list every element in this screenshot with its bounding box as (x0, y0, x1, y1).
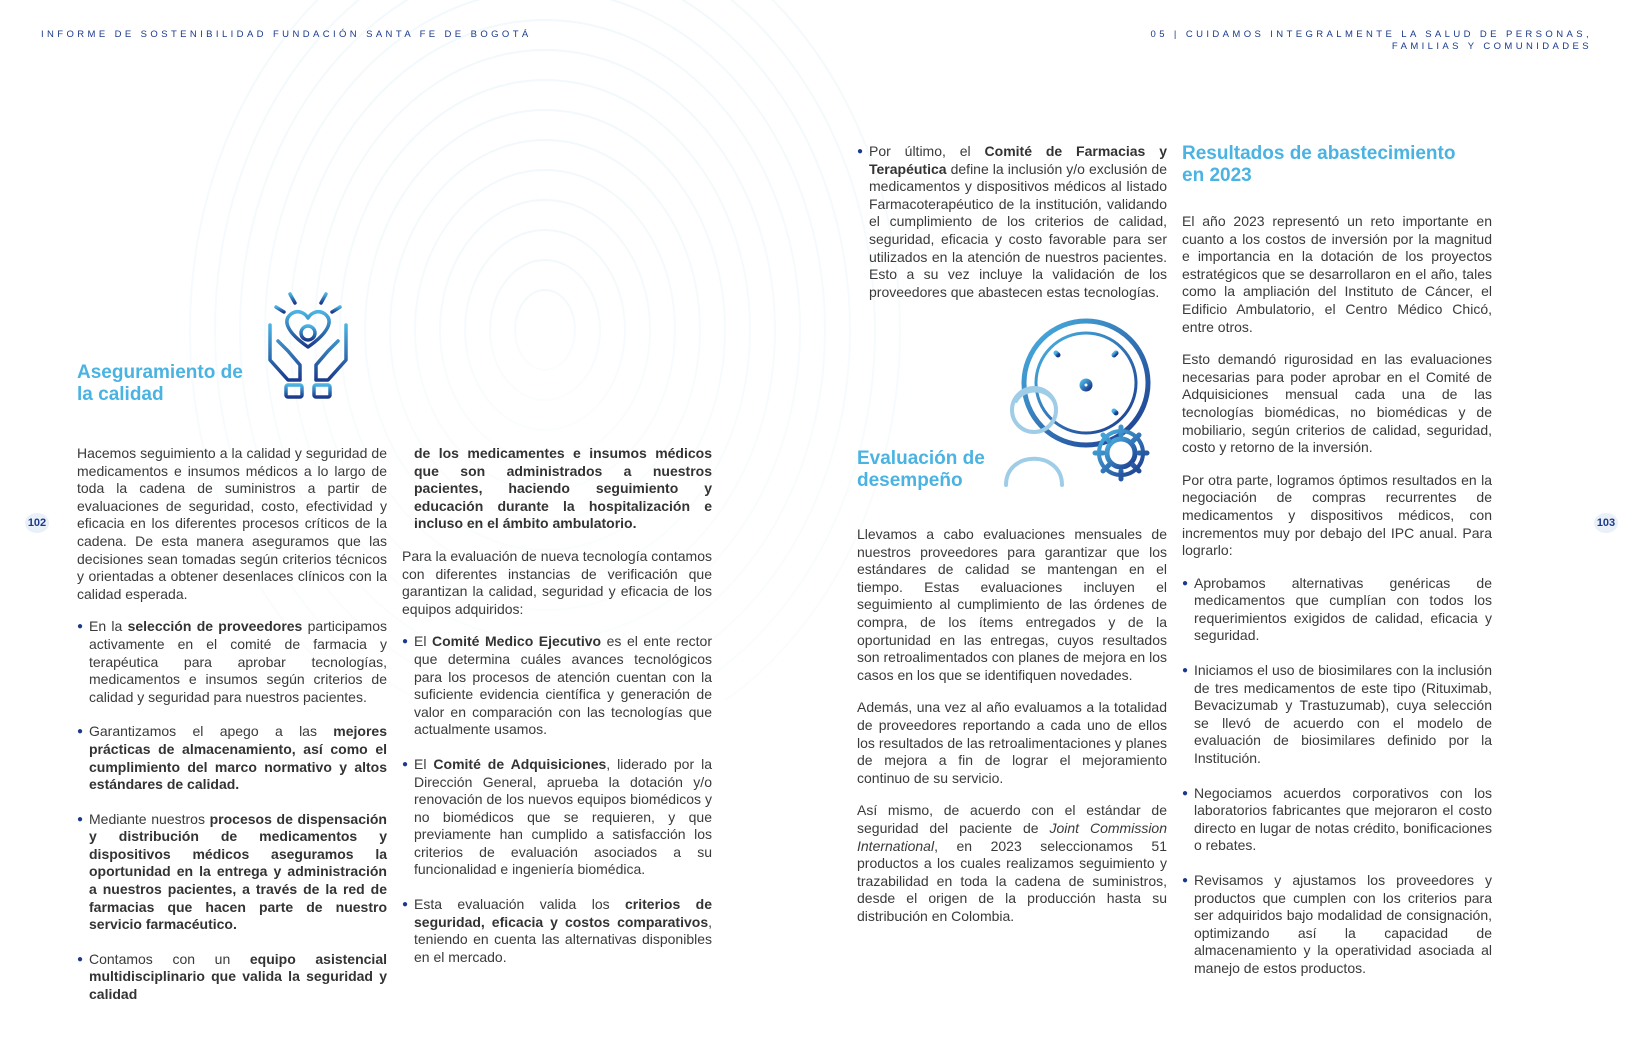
list-item: ● El Comité de Adquisiciones, liderado por la Dirección General, aprueba la dotación y/o renovación de los nuevos equipos biomédicos y no biomédicos que se requieren, y que previamente han cumplido a satisfacción los criterios de evaluación asociados a su funcionalidad e ingeniería biomédica. (402, 756, 712, 879)
hands-heart-icon (258, 285, 358, 405)
list-item: ● Iniciamos el uso de biosimilares con la inclusión de tres medicamentos de este tipo (Rituximab, Bevacizumab y Trastuzumab), cuya selección se llevó de acuerdo con el modelo de evaluación de biosimilares definido por la Institución. (1182, 662, 1492, 768)
paragraph: Para la evaluación de nueva tecnología contamos con diferentes instancias de verificación que garantizan la calidad, seguridad y eficacia de los equipos adquiridos: (402, 547, 712, 617)
list-item: ● Aprobamos alternativas genéricas de medicamentos que cumplían con todos los requerimientos exigidos de calidad, eficacia y seguridad. (1182, 575, 1492, 645)
paragraph: Esto demandó rigurosidad en las evaluaciones necesarias para poder aprobar en el Comité de Adquisiciones mensual cada una de las tecnologías biomédicas, no biomédicas y de mobiliario, según criterios de calidad, seguridad, costo y retorno de la inversión. (1182, 351, 1492, 456)
section-title-line: Resultados de abastecimiento (1182, 143, 1456, 164)
right-column-1-body (857, 526, 1167, 940)
report-title: INFORME DE SOSTENIBILIDAD FUNDACIÓN SANTA FE DE BOGOTÁ (41, 29, 532, 40)
section-title-line: la calidad (77, 384, 164, 405)
list-item: ● El Comité Medico Ejecutivo es el ente rector que determina cuáles avances tecnológicos para los procesos de atención cuentan con la suficiente evidencia científica y generación de valor en comparación con las tecnologías que actualmente usamos. (402, 633, 712, 739)
section-title-line: Evaluación de (857, 448, 985, 469)
paragraph: de los medicamentes e insumos médicos que son administrados a nuestros pacientes, haciendo seguimiento y educación durante la hospitalización e incluso en el ámbito ambulatorio. (414, 445, 712, 532)
list-item: ● Mediante nuestros procesos de dispensación y distribución de medicamentos y dispositivos médicos aseguramos la oportunidad en la entrega y administración a nuestros pacientes, a través de la red de farmacias que hacen parte de nuestro servicio farmacéutico. (77, 811, 387, 934)
paragraph: Así mismo, de acuerdo con el estándar de seguridad del paciente de Joint Commission International, en 2023 seleccionamos 51 productos a los cuales realizamos seguimiento y trazabilidad en toda la cadena de suministros, desde el origen de la producción hasta su distribución en Colombia. (857, 802, 1168, 924)
right-page (816, 0, 1632, 1056)
paragraph: El año 2023 representó un reto importante en cuanto a los costos de inversión por la magnitud e importancia en la dotación de los proyectos estratégicos que se desarrollaron en el año, tales como la ampliación del Instituto de Cáncer, el Edificio Ambulatorio, el Centro Médico Chicó, entre otros. (1182, 213, 1492, 335)
chapter-title-line: FAMILIAS Y COMUNIDADES (1391, 41, 1592, 52)
paragraph: Llevamos a cabo evaluaciones mensuales de nuestros proveedores para garantizar que los estándares de calidad se mantengan en el tiempo. Estas evaluaciones incluyen el seguimiento al cumplimiento de las órdenes de compra, de los ítems entregados y de la oportunidad en las entregas, cuyos resultados son retroalimentados con planes de mejora en los casos en los que se identifiquen novedades. (857, 526, 1167, 683)
paragraph: Además, una vez al año evaluamos a la totalidad de proveedores reportando a cada uno de ellos los resultados de las retroalimentaciones y planes de mejora a fin de lograr el mejoramiento continuo de su servicio. (857, 699, 1167, 786)
section-title-line: en 2023 (1182, 165, 1252, 186)
section-title-quality (77, 362, 243, 406)
clock-person-gear-icon (996, 315, 1161, 495)
list-item: ● Revisamos y ajustamos los proveedores y productos que cumplen con los criterios para ser adquiridos bajo modalidad de consignación, optimizando así la capacidad de almacenamiento y la operatividad asociada al manejo de estos productos. (1182, 872, 1492, 978)
page-number-left: 102 (25, 513, 49, 533)
list-item: ● Por último, el Comité de Farmacias y Terapéutica define la inclusión y/o exclusión de medicamentos y dispositivos médicos al listado Farmacoterapéutico de la institución, validando el cumplimiento de los criterios de calidad, seguridad, eficacia y costo favorable para ser utilizados en la atención de nuestros pacientes. Esto a su vez incluye la validación de los proveedores que abastecen estas tecnologías. (857, 143, 1167, 301)
paragraph: Hacemos seguimiento a la calidad y seguridad de medicamentos e insumos médicos a lo largo de toda la cadena de suministros a partir de evaluaciones de seguridad, costo, efectividad y eficacia en los diferentes procesos críticos de la cadena. De esta manera aseguramos que las decisiones sean tomadas según criterios técnicos y orientadas a obtener desenlaces clínicos con la calidad esperada. (77, 445, 387, 602)
chapter-title (1151, 29, 1592, 53)
list-item: ● Negociamos acuerdos corporativos con los laboratorios fabricantes que mejoraron el costo directo en lugar de notas crédito, bonificaciones o rebates. (1182, 785, 1492, 855)
left-column-1 (77, 445, 387, 1021)
right-column-1 (857, 143, 1167, 318)
section-title-line: Aseguramiento de (77, 362, 243, 383)
list-item: ● Garantizamos el apego a las mejores prácticas de almacenamiento, así como el cumplimiento del marco normativo y altos estándares de calidad. (77, 723, 387, 793)
list-item: ● Contamos con un equipo asistencial multidisciplinario que valida la seguridad y calidad (77, 951, 387, 1004)
section-title-line: desempeño (857, 470, 963, 491)
page-number-right: 103 (1594, 513, 1618, 533)
list-item: ● En la selección de proveedores participamos activamente en el comité de farmacia y terapéutica para aprobar tecnologías, medicamentos e insumos según criterios de calidad y seguridad para nuestros pacientes. (77, 618, 387, 706)
paragraph: Por otra parte, logramos óptimos resultados en la negociación de compras recurrentes de medicamentos y dispositivos médicos, con incrementos muy por debajo del IPC anual. Para lograrlo: (1182, 471, 1492, 559)
section-title-performance (857, 448, 985, 492)
chapter-title-line: 05 | CUIDAMOS INTEGRALMENTE LA SALUD DE PERSONAS, (1150, 29, 1592, 40)
left-column-2 (402, 445, 712, 983)
right-column-2 (1182, 213, 1492, 995)
list-item: ● Esta evaluación valida los criterios de seguridad, eficacia y costos comparativos, teniendo en cuenta las alternativas disponibles en el mercado. (402, 896, 712, 966)
section-title-results (1182, 143, 1455, 187)
